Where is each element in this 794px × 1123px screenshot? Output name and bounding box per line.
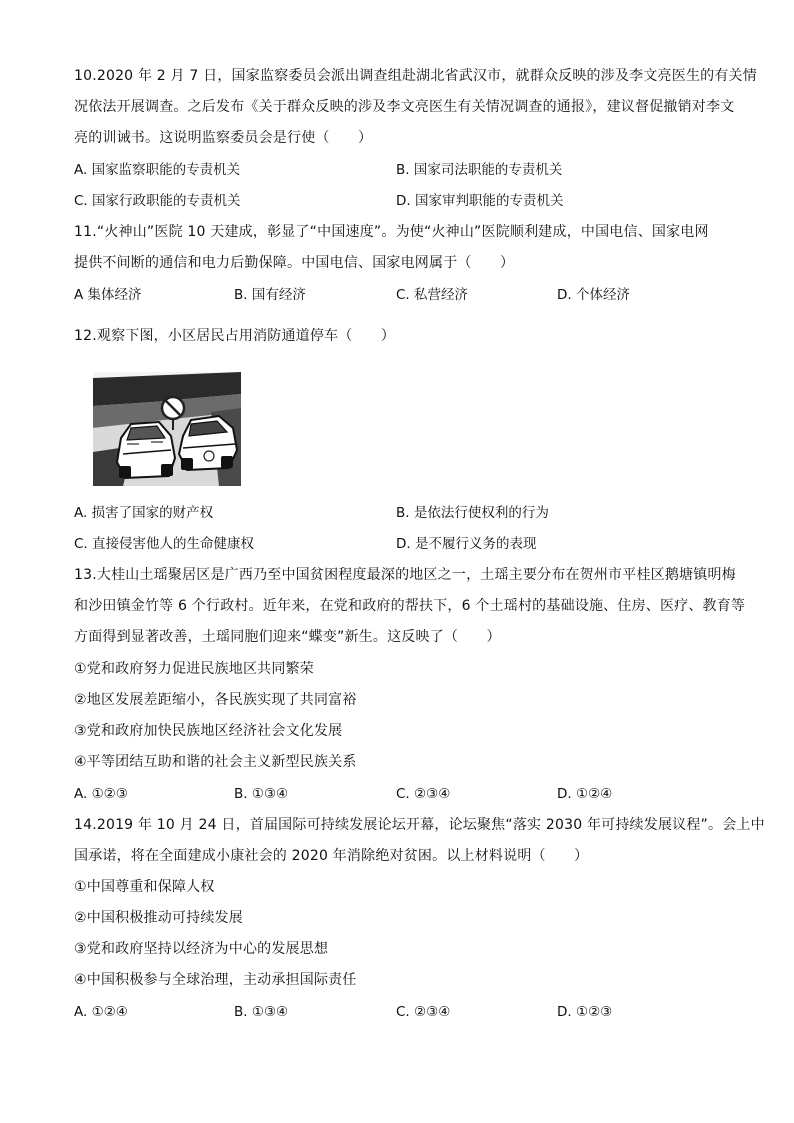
q12-option-d[interactable]: D. 是不履行义务的表现	[396, 536, 537, 552]
q10-stem-line-1: 10.2020 年 2 月 7 日，国家监察委员会派出调查组赴湖北省武汉市，就群众反映的涉及李文亮医生的有关情	[74, 68, 757, 84]
q13-item-4: ④平等团结互助和谐的社会主义新型民族关系	[74, 754, 357, 770]
q13-stem-line-1: 13.大桂山土瑶聚居区是广西乃至中国贫困程度最深的地区之一，土瑶主要分布在贺州市平桂区鹅塘镇明梅	[74, 567, 736, 583]
q13-option-d[interactable]: D. ①②④	[557, 786, 613, 802]
q11-stem-line-1: 11.“火神山”医院 10 天建成，彰显了“中国速度”。为使“火神山”医院顺利建成，中国电信、国家电网	[74, 224, 709, 240]
q13-item-1: ①党和政府努力促进民族地区共同繁荣	[74, 661, 314, 677]
q13-item-2: ②地区发展差距缩小，各民族实现了共同富裕	[74, 692, 357, 708]
q10-stem-line-3: 亮的训诫书。这说明监察委员会是行使（ ）	[74, 130, 373, 146]
q13-option-b[interactable]: B. ①③④	[234, 786, 289, 802]
q13-stem-line-2: 和沙田镇金竹等 6 个行政村。近年来，在党和政府的帮扶下，6 个土瑶村的基础设施、住房、医疗、教育等	[74, 598, 746, 614]
q11-option-d[interactable]: D. 个体经济	[557, 287, 630, 303]
q10-option-c[interactable]: C. 国家行政职能的专责机关	[74, 193, 241, 209]
q12-option-a[interactable]: A. 损害了国家的财产权	[74, 505, 214, 521]
q14-option-a[interactable]: A. ①②④	[74, 1004, 128, 1020]
q11-option-a[interactable]: A 集体经济	[74, 287, 142, 303]
q12-option-b[interactable]: B. 是依法行使权利的行为	[396, 505, 549, 521]
q10-option-b[interactable]: B. 国家司法职能的专责机关	[396, 162, 563, 178]
q10-stem-line-2: 况依法开展调查。之后发布《关于群众反映的涉及李文亮医生有关情况调查的通报》，建议督促撤销对李文	[74, 99, 735, 115]
q14-item-2: ②中国积极推动可持续发展	[74, 910, 243, 926]
q13-stem-line-3: 方面得到显著改善，土瑶同胞们迎来“蝶变”新生。这反映了（ ）	[74, 629, 501, 645]
q13-option-a[interactable]: A. ①②③	[74, 786, 128, 802]
q11-option-c[interactable]: C. 私营经济	[396, 287, 469, 303]
q14-item-4: ④中国积极参与全球治理，主动承担国际责任	[74, 972, 357, 988]
q10-option-a[interactable]: A. 国家监察职能的专责机关	[74, 162, 241, 178]
q10-option-d[interactable]: D. 国家审判职能的专责机关	[396, 193, 564, 209]
fire-lane-parking-illustration	[93, 372, 241, 486]
q12-stem-line-1: 12.观察下图，小区居民占用消防通道停车（ ）	[74, 328, 396, 344]
q14-stem-line-1: 14.2019 年 10 月 24 日，首届国际可持续发展论坛开幕，论坛聚焦“落实 2030 年可持续发展议程”。会上中	[74, 817, 765, 833]
q11-option-b[interactable]: B. 国有经济	[234, 287, 306, 303]
q14-item-3: ③党和政府坚持以经济为中心的发展思想	[74, 941, 329, 957]
q11-stem-line-2: 提供不间断的通信和电力后勤保障。中国电信、国家电网属于（ ）	[74, 255, 515, 271]
q12-option-c[interactable]: C. 直接侵害他人的生命健康权	[74, 536, 255, 552]
q13-option-c[interactable]: C. ②③④	[396, 786, 451, 802]
q14-option-d[interactable]: D. ①②③	[557, 1004, 613, 1020]
q14-option-c[interactable]: C. ②③④	[396, 1004, 451, 1020]
q14-stem-line-2: 国承诺，将在全面建成小康社会的 2020 年消除绝对贫困。以上材料说明（ ）	[74, 848, 589, 864]
q14-item-1: ①中国尊重和保障人权	[74, 879, 215, 895]
q13-item-3: ③党和政府加快民族地区经济社会文化发展	[74, 723, 343, 739]
q14-option-b[interactable]: B. ①③④	[234, 1004, 289, 1020]
